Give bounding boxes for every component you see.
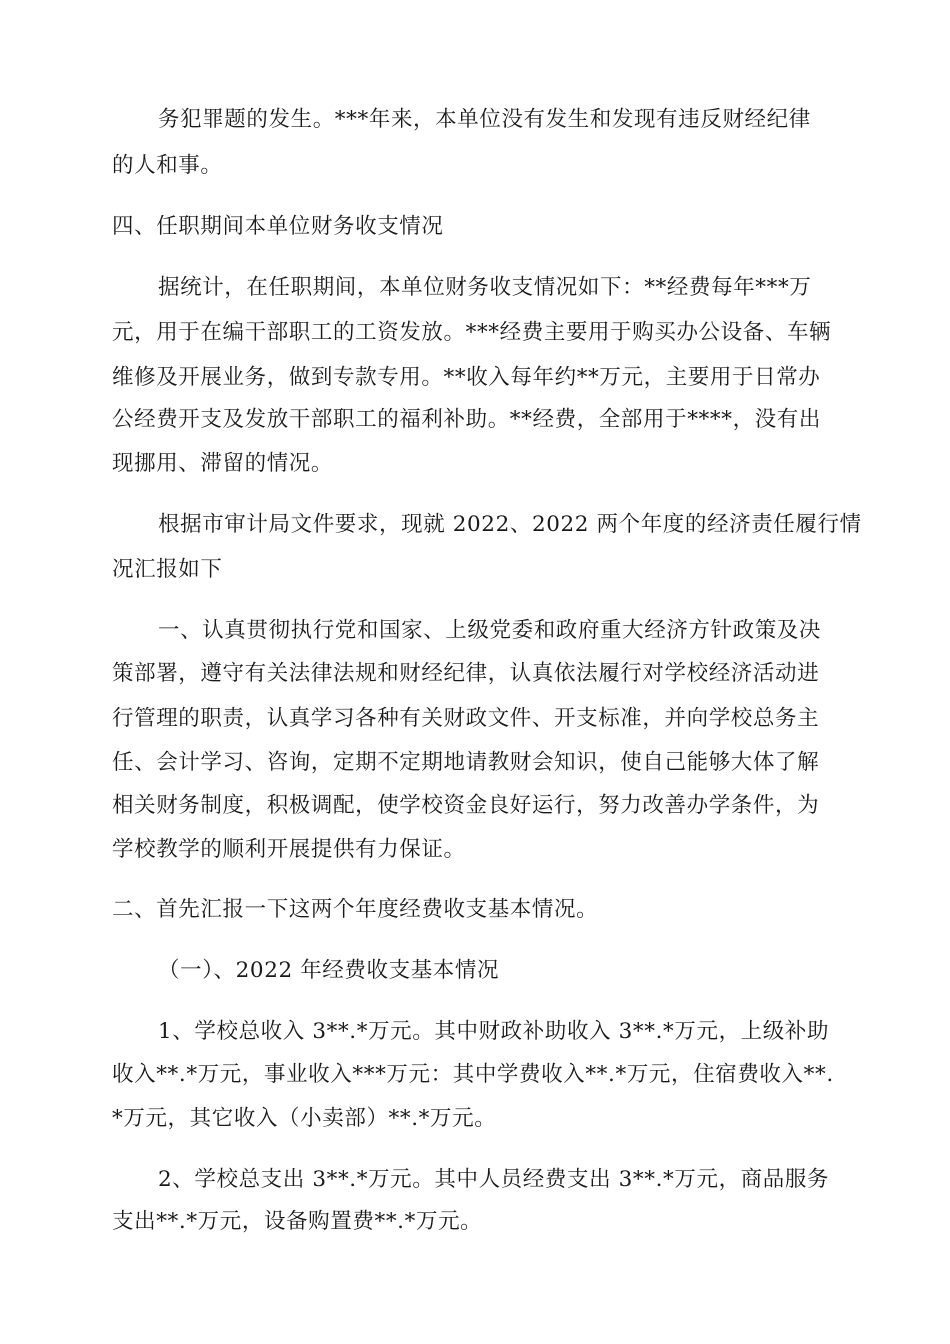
paragraph-line: 根据市审计局文件要求，现就 2022、2022 两个年度的经济责任履行情 [158,512,862,537]
paragraph-line: 现挪用、滞留的情况。 [112,451,334,476]
paragraph-line: 况汇报如下 [112,557,223,582]
paragraph-line: 学校教学的顺利开展提供有力保证。 [112,837,466,862]
paragraph-line: 务犯罪题的发生。***年来，本单位没有发生和发现有违反财经纪律 [158,107,811,132]
paragraph-line: 1、学校总收入 3**.*万元。其中财政补助收入 3**.*万元，上级补助 [158,1019,830,1044]
subsection-heading: （一）、2022 年经费收支基本情况 [158,958,500,983]
paragraph-line: 支出**.*万元，设备购置费**.*万元。 [112,1209,483,1234]
paragraph-line: 的人和事。 [112,153,223,178]
paragraph-line: *万元，其它收入（小卖部）**.*万元。 [112,1106,497,1131]
paragraph-line: 策部署，遵守有关法律法规和财经纪律，认真依法履行对学校经济活动进 [112,661,820,686]
paragraph-line: 一、认真贯彻执行党和国家、上级党委和政府重大经济方针政策及决 [158,618,822,643]
paragraph-line: 收入**.*万元，事业收入***万元：其中学费收入**.*万元，住宿费收入**. [112,1062,834,1087]
paragraph-line: 元，用于在编干部职工的工资发放。***经费主要用于购买办公设备、车辆 [112,320,832,345]
section-heading: 四、任职期间本单位财务收支情况 [112,214,444,239]
paragraph-line: 相关财务制度，积极调配，使学校资金良好运行，努力改善办学条件，为 [112,793,820,818]
paragraph-line: 2、学校总支出 3**.*万元。其中人员经费支出 3**.*万元，商品服务 [158,1167,830,1192]
paragraph-line: 维修及开展业务，做到专款专用。**收入每年约**万元，主要用于日常办 [112,365,821,390]
paragraph-line: 据统计，在任职期间，本单位财务收支情况如下：**经费每年***万 [158,275,812,300]
section-heading: 二、首先汇报一下这两个年度经费收支基本情况。 [112,897,599,922]
paragraph-line: 行管理的职责，认真学习各种有关财政文件、开支标准，并向学校总务主 [112,706,820,731]
paragraph-line: 任、会计学习、咨询，定期不定期地请教财会知识，使自己能够大体了解 [112,750,820,775]
paragraph-line: 公经费开支及发放干部职工的福利补助。**经费，全部用于****，没有出 [112,407,822,432]
